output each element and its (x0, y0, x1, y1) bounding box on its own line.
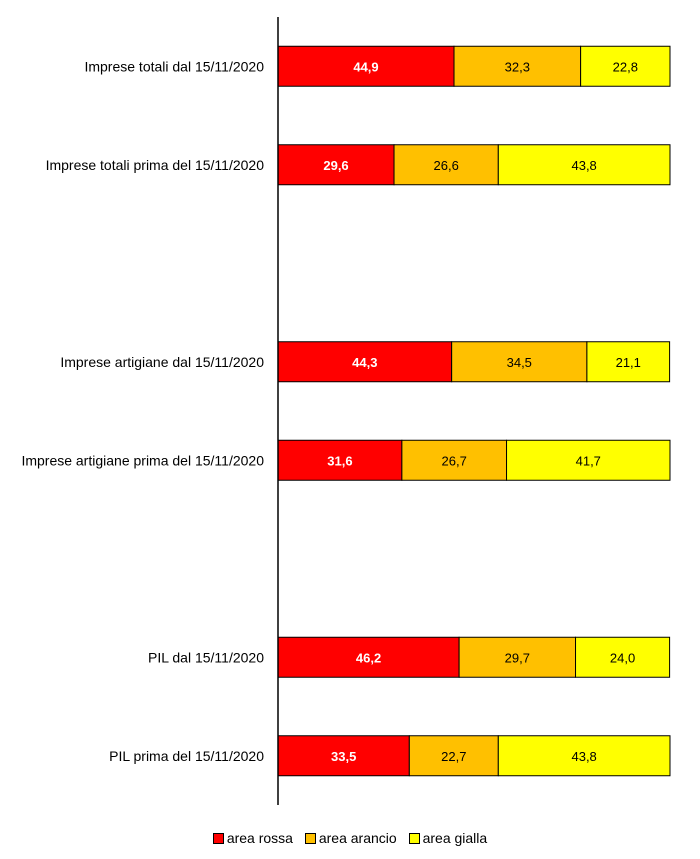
category-label-pil-prima-del-15-11-2020: PIL prima del 15/11/2020 (109, 747, 264, 764)
legend-item-area-rossa (213, 830, 293, 846)
category-label-pil-dal-15-11-2020: PIL dal 15/11/2020 (148, 649, 264, 666)
category-label-imprese-artigiane-dal-15-11-2020: Imprese artigiane dal 15/11/2020 (60, 353, 264, 370)
data-label-area-rossa-4: 31,6 (327, 453, 353, 469)
legend-label-area-rossa: area rossa (226, 830, 293, 846)
data-label-area-rossa-6: 46,2 (355, 650, 382, 666)
category-label-imprese-artigiane-prima-del-15-11-2020: Imprese artigiane prima del 15/11/2020 (21, 452, 264, 469)
data-label-area-rossa-0: 44,9 (353, 59, 379, 75)
data-label-area-arancio-3: 34,5 (506, 354, 532, 370)
legend-swatch-area-gialla (409, 833, 420, 844)
legend-swatch-area-arancio (305, 833, 316, 844)
legend-label-area-gialla: area gialla (422, 830, 488, 846)
data-label-area-gialla-7: 43,8 (571, 748, 597, 764)
category-label-imprese-totali-dal-15-11-2020: Imprese totali dal 15/11/2020 (84, 58, 264, 75)
data-label-area-rossa-7: 33,5 (331, 748, 357, 764)
legend-item-area-gialla (409, 830, 488, 846)
legend-swatch-area-rossa (213, 833, 224, 844)
data-label-area-rossa-1: 29,6 (323, 157, 349, 173)
data-label-area-gialla-0: 22,8 (612, 59, 638, 75)
category-labels (21, 58, 264, 764)
data-label-area-arancio-7: 22,7 (441, 748, 467, 764)
legend-item-area-arancio (305, 830, 397, 846)
data-label-area-arancio-4: 26,7 (441, 453, 467, 469)
data-label-area-arancio-1: 26,6 (433, 157, 459, 173)
data-label-area-gialla-3: 21,1 (615, 354, 641, 370)
data-label-area-rossa-3: 44,3 (352, 354, 378, 370)
data-label-area-gialla-6: 24,0 (609, 650, 636, 666)
data-label-area-gialla-4: 41,7 (575, 453, 601, 469)
data-label-area-arancio-0: 32,3 (504, 59, 530, 75)
legend (0, 830, 700, 847)
legend-label-area-arancio: area arancio (318, 830, 397, 846)
data-label-area-arancio-6: 29,7 (504, 650, 530, 666)
data-label-area-gialla-1: 43,8 (571, 157, 597, 173)
category-label-imprese-totali-prima-del-15-11-2020: Imprese totali prima del 15/11/2020 (45, 156, 264, 173)
bars-layer (278, 46, 670, 776)
